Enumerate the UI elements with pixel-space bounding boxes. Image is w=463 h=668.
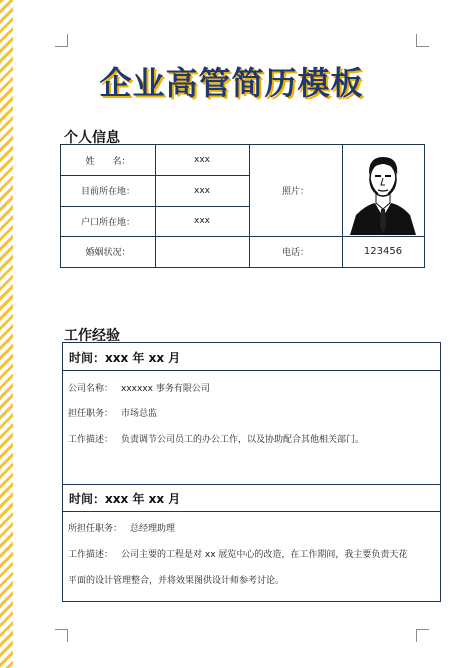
entry-1-desc-label: 工作描述： (68, 435, 114, 445)
entry-1-company-label: 公司名称： (68, 384, 114, 394)
name-value: xxx (194, 155, 210, 165)
personal-info-heading: 个人信息 (64, 130, 120, 146)
entry-2-divider (63, 511, 440, 512)
entry-2-desc-value: 公司主要的工程是对 xx 展览中心的改造，在工作期间，我主要负责天花 (121, 550, 408, 560)
entry-separator (63, 484, 440, 485)
location-value: xxx (194, 185, 210, 196)
marital-value (155, 236, 249, 267)
entry-1-company-value: xxxxxx 事务有限公司 (121, 384, 210, 394)
corner-mark-bottom-left (55, 629, 68, 642)
entry-1-divider (63, 370, 440, 371)
corner-mark-top-left (55, 34, 68, 47)
photo-label: 照片： (281, 187, 309, 197)
phone-label: 电话： (281, 248, 309, 258)
phone-value: 123456 (363, 246, 403, 257)
entry-2-position (68, 521, 175, 534)
work-experience-heading: 工作经验 (64, 328, 120, 344)
corner-mark-top-right (416, 34, 429, 47)
entry-1-company (68, 381, 210, 394)
entry-2-description-continued: 平面的设计管理整合，并将效果图供设计师参考讨论。 (68, 576, 285, 586)
entry-1-time: 时间：xxx 年 xx 月 (69, 351, 181, 365)
hukou-label: 户口所在地： (80, 217, 135, 228)
entry-2-time: 时间：xxx 年 xx 月 (69, 492, 181, 506)
entry-2-description (68, 547, 407, 560)
entry-1-position (68, 406, 157, 419)
hukou-value: xxx (194, 216, 210, 226)
entry-2-desc-label: 工作描述： (68, 550, 114, 560)
work-experience-box (62, 342, 441, 602)
page-title: 企业高管简历模板 (99, 64, 364, 102)
entry-1-desc-value: 负责调节公司员工的办公工作，以及协助配合其他相关部门。 (121, 435, 365, 445)
marital-label: 婚姻状况： (85, 248, 131, 258)
corner-mark-bottom-right (416, 629, 429, 642)
entry-2-position-value: 总经理助理 (130, 524, 176, 534)
entry-1-position-value: 市场总监 (121, 409, 158, 419)
entry-1-description (68, 432, 364, 445)
entry-1-position-label: 担任职务： (68, 409, 114, 419)
personal-info-table (60, 144, 425, 268)
location-label: 目前所在地： (80, 187, 135, 197)
name-label: 姓 名： (85, 156, 131, 167)
entry-2-position-label: 所担任职务： (68, 524, 123, 534)
profile-photo (348, 149, 418, 235)
